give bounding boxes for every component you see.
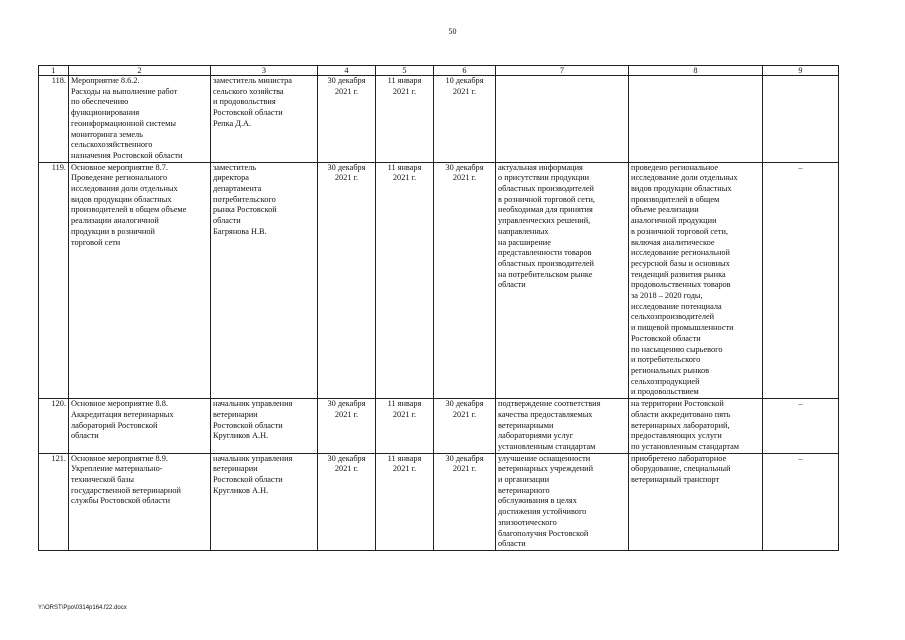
planned-end-date-cell: [376, 453, 434, 550]
expected-result-line: ветеринарного: [498, 485, 550, 495]
expected-result-line: области: [498, 280, 526, 290]
achieved-result-line: на территории Ростовской: [631, 399, 724, 409]
achieved-result-line: приобретено лабораторное: [631, 453, 727, 463]
achieved-result-line: Ростовской области: [631, 333, 701, 343]
expected-result-line: качества предоставляемых: [498, 409, 593, 419]
achieved-result-line: производителей в общем: [631, 194, 720, 204]
achieved-result-line: сельхозпродукцией: [631, 376, 700, 386]
achieved-result-line: исследование региональной: [631, 248, 730, 258]
achieved-result-line: и продовольствием: [631, 387, 699, 397]
responsible-person-line: департамента: [213, 184, 262, 194]
expected-result-line: установленным стандартам: [498, 441, 596, 451]
responsible-person-line: Багрянова Н.В.: [213, 226, 267, 236]
achieved-result-cell: [629, 453, 763, 550]
expected-result-line: улучшение оснащенности: [498, 453, 591, 463]
problems-line: –: [798, 162, 803, 172]
achieved-result-line: видов продукции областных: [631, 184, 732, 194]
expected-result-line: областных производителей: [498, 258, 594, 268]
event-name-line: Проведение регионального: [71, 173, 168, 183]
responsible-person-cell: [211, 162, 318, 398]
responsible-person-line: Ростовской области: [213, 108, 283, 118]
planned-end-date-line: 2021 г.: [392, 464, 417, 474]
responsible-person-line: рынка Ростовской: [213, 205, 277, 215]
expected-result-line: актуальная информация: [498, 162, 583, 172]
planned-start-date-line: 2021 г.: [334, 409, 359, 419]
expected-result-line: ветеринарными: [498, 420, 554, 430]
achieved-result-line: объеме реализации: [631, 205, 699, 215]
table-row: [39, 453, 839, 550]
achieved-result-line: исследование доли отдельных: [631, 173, 738, 183]
responsible-person-line: Ростовской области: [213, 475, 283, 485]
problems-cell: [763, 76, 839, 163]
event-name-line: мониторинга земель: [71, 129, 143, 139]
column-header-7: 7: [496, 66, 629, 76]
event-name-line: Укрепление материально-: [71, 464, 163, 474]
event-name-line: исследования доли отдельных: [71, 184, 178, 194]
header-row: [39, 66, 839, 76]
expected-result-line: подтверждение соответствия: [498, 399, 601, 409]
responsible-person-line: заместитель: [213, 162, 257, 172]
event-name-line: области: [71, 431, 99, 441]
table-body: [39, 76, 839, 551]
planned-start-date-line: 30 декабря: [327, 76, 366, 85]
actual-date-line: 30 декабря: [445, 162, 484, 172]
event-name-line: Основное мероприятие 8.9.: [71, 453, 168, 463]
expected-result-line: на потребительском рынке: [498, 269, 593, 279]
achieved-result-line: и пищевой промышленности: [631, 323, 734, 333]
planned-end-date-line: 2021 г.: [392, 86, 417, 96]
expected-result-line: управленческих решений,: [498, 216, 591, 226]
actual-date-line: 10 декабря: [445, 76, 484, 85]
achieved-result-line: и потребительского: [631, 355, 701, 365]
expected-result-line: эпизоотического: [498, 517, 557, 527]
event-name-line: производителей в общем объеме: [71, 205, 187, 215]
planned-start-date-cell: [318, 162, 376, 398]
row-number-cell: 118.: [39, 76, 69, 163]
row-number-cell: 120.: [39, 399, 69, 454]
responsible-person-cell: [211, 399, 318, 454]
responsible-person-line: Репка Д.А.: [213, 118, 252, 128]
responsible-person-line: потребительского: [213, 194, 276, 204]
problems-cell: [763, 453, 839, 550]
column-header-4: 4: [318, 66, 376, 76]
column-header-5: 5: [376, 66, 434, 76]
event-name-line: Аккредитация ветеринарных: [71, 409, 174, 419]
achieved-result-line: региональных рынков: [631, 365, 710, 375]
expected-result-line: в розничной торговой сети,: [498, 194, 596, 204]
expected-result-line: лабораториями услуг: [498, 431, 574, 441]
achieved-result-cell: [629, 76, 763, 163]
row-number-cell: 119.: [39, 162, 69, 398]
planned-start-date-line: 30 декабря: [327, 453, 366, 463]
expected-result-line: ветеринарных учреждений: [498, 464, 594, 474]
table-row: [39, 162, 839, 398]
actual-date-line: 2021 г.: [452, 409, 477, 419]
event-name-line: функционирования: [71, 108, 140, 118]
table-header: [39, 66, 839, 76]
footer-file-path: Y:\ORST\Ppo\0314p164.f22.docx: [38, 605, 127, 611]
expected-result-line: направленных: [498, 226, 549, 236]
achieved-result-line: предоставляющих услуги: [631, 431, 722, 441]
planned-start-date-cell: [318, 453, 376, 550]
event-name-line: торговой сети: [71, 237, 121, 247]
achieved-result-line: оборудование, специальный: [631, 464, 731, 474]
event-name-line: государственной ветеринарной: [71, 485, 181, 495]
planned-start-date-line: 30 декабря: [327, 162, 366, 172]
expected-result-line: о присутствии продукции: [498, 173, 590, 183]
table-row: [39, 76, 839, 163]
event-name-line: геоинформационной системы: [71, 118, 176, 128]
column-header-2: 2: [69, 66, 211, 76]
achieved-result-line: по насыщению сырьевого: [631, 344, 723, 354]
responsible-person-cell: [211, 76, 318, 163]
expected-result-cell: [496, 453, 629, 550]
event-name-line: по обеспечению: [71, 97, 129, 107]
event-name-line: назначения Ростовской области: [71, 150, 183, 160]
problems-cell: [763, 399, 839, 454]
planned-end-date-line: 2021 г.: [392, 409, 417, 419]
achieved-result-line: в розничной торговой сети,: [631, 226, 729, 236]
row-number-cell: 121.: [39, 453, 69, 550]
event-name-line: сельскохозяйственного: [71, 140, 153, 150]
planned-start-date-line: 2021 г.: [334, 86, 359, 96]
achieved-result-line: исследование потенциала: [631, 301, 722, 311]
actual-date-cell: [434, 162, 496, 398]
responsible-person-line: начальник управления: [213, 399, 293, 409]
expected-result-line: благополучия Ростовской: [498, 528, 589, 538]
responsible-person-line: заместитель министра: [213, 76, 292, 85]
actual-date-line: 2021 г.: [452, 86, 477, 96]
planned-start-date-line: 2021 г.: [334, 464, 359, 474]
planned-start-date-line: 30 декабря: [327, 399, 366, 409]
expected-result-line: достижения устойчивого: [498, 507, 587, 517]
achieved-result-cell: [629, 162, 763, 398]
actual-date-line: 2021 г.: [452, 173, 477, 183]
event-name-line: службы Ростовской области: [71, 496, 171, 506]
responsible-person-line: области: [213, 216, 241, 226]
planned-end-date-line: 11 января: [387, 162, 422, 172]
event-name-cell: [69, 162, 211, 398]
problems-line: –: [798, 399, 803, 409]
event-name-line: Расходы на выполнение работ: [71, 86, 178, 96]
expected-result-line: и организации: [498, 475, 550, 485]
responsible-person-line: ветеринарии: [213, 464, 258, 474]
expected-result-line: областных производителей: [498, 184, 594, 194]
actual-date-cell: [434, 76, 496, 163]
problems-cell: [763, 162, 839, 398]
expected-result-line: представленности товаров: [498, 248, 592, 258]
responsible-person-line: директора: [213, 173, 249, 183]
achieved-result-line: аналогичной продукции: [631, 216, 717, 226]
achieved-result-line: ветеринарный транспорт: [631, 475, 720, 485]
planned-end-date-line: 11 января: [387, 399, 422, 409]
actual-date-line: 30 декабря: [445, 453, 484, 463]
expected-result-line: обслуживания в целях: [498, 496, 577, 506]
event-name-cell: [69, 399, 211, 454]
actual-date-cell: [434, 453, 496, 550]
responsible-person-line: начальник управления: [213, 453, 293, 463]
event-name-cell: [69, 453, 211, 550]
responsible-person-line: Кругликов А.Н.: [213, 485, 269, 495]
responsible-person-line: и продовольствия: [213, 97, 276, 107]
event-name-line: реализации аналогичной: [71, 216, 159, 226]
achieved-result-line: по установленным стандартам: [631, 441, 740, 451]
column-header-3: 3: [211, 66, 318, 76]
expected-result-line: области: [498, 539, 526, 549]
column-header-9: 9: [763, 66, 839, 76]
planned-start-date-line: 2021 г.: [334, 173, 359, 183]
achieved-result-line: ветеринарных лабораторий,: [631, 420, 730, 430]
planned-end-date-line: 11 января: [387, 76, 422, 85]
achieved-result-line: продовольственных товаров: [631, 280, 731, 290]
achieved-result-line: ресурсной базы и основных: [631, 258, 730, 268]
column-header-8: 8: [629, 66, 763, 76]
column-header-1: 1: [39, 66, 69, 76]
table-row: [39, 399, 839, 454]
event-name-line: лабораторий Ростовской: [71, 420, 158, 430]
responsible-person-line: сельского хозяйства: [213, 86, 284, 96]
planned-end-date-line: 11 января: [387, 453, 422, 463]
planned-end-date-line: 2021 г.: [392, 173, 417, 183]
planned-end-date-cell: [376, 76, 434, 163]
planned-end-date-cell: [376, 162, 434, 398]
expected-result-cell: [496, 399, 629, 454]
actual-date-line: 30 декабря: [445, 399, 484, 409]
achieved-result-line: области аккредитовано пять: [631, 409, 731, 419]
expected-result-cell: [496, 162, 629, 398]
responsible-person-line: ветеринарии: [213, 409, 258, 419]
event-name-line: продукции в розничной: [71, 226, 155, 236]
achieved-result-line: включая аналитическое: [631, 237, 715, 247]
achieved-result-line: тенденций развития рынка: [631, 269, 726, 279]
planned-start-date-cell: [318, 76, 376, 163]
achieved-result-line: сельхозпроизводителей: [631, 312, 715, 322]
expected-result-line: необходимая для принятия: [498, 205, 593, 215]
event-name-line: Мероприятие 8.6.2.: [71, 76, 140, 85]
problems-line: –: [798, 453, 803, 463]
event-name-cell: [69, 76, 211, 163]
event-name-line: видов продукции областных: [71, 194, 172, 204]
event-name-line: Основное мероприятие 8.8.: [71, 399, 168, 409]
planned-end-date-cell: [376, 399, 434, 454]
responsible-person-cell: [211, 453, 318, 550]
expected-result-cell: [496, 76, 629, 163]
event-name-line: Основное мероприятие 8.7.: [71, 162, 168, 172]
report-table: [38, 65, 839, 551]
planned-start-date-cell: [318, 399, 376, 454]
responsible-person-line: Ростовской области: [213, 420, 283, 430]
column-header-6: 6: [434, 66, 496, 76]
page-number: 50: [448, 27, 457, 36]
responsible-person-line: Кругликов А.Н.: [213, 431, 269, 441]
achieved-result-cell: [629, 399, 763, 454]
achieved-result-line: проведено региональное: [631, 162, 719, 172]
actual-date-cell: [434, 399, 496, 454]
achieved-result-line: за 2018 – 2020 годы,: [631, 291, 703, 301]
actual-date-line: 2021 г.: [452, 464, 477, 474]
expected-result-line: на расширение: [498, 237, 551, 247]
event-name-line: технической базы: [71, 475, 135, 485]
